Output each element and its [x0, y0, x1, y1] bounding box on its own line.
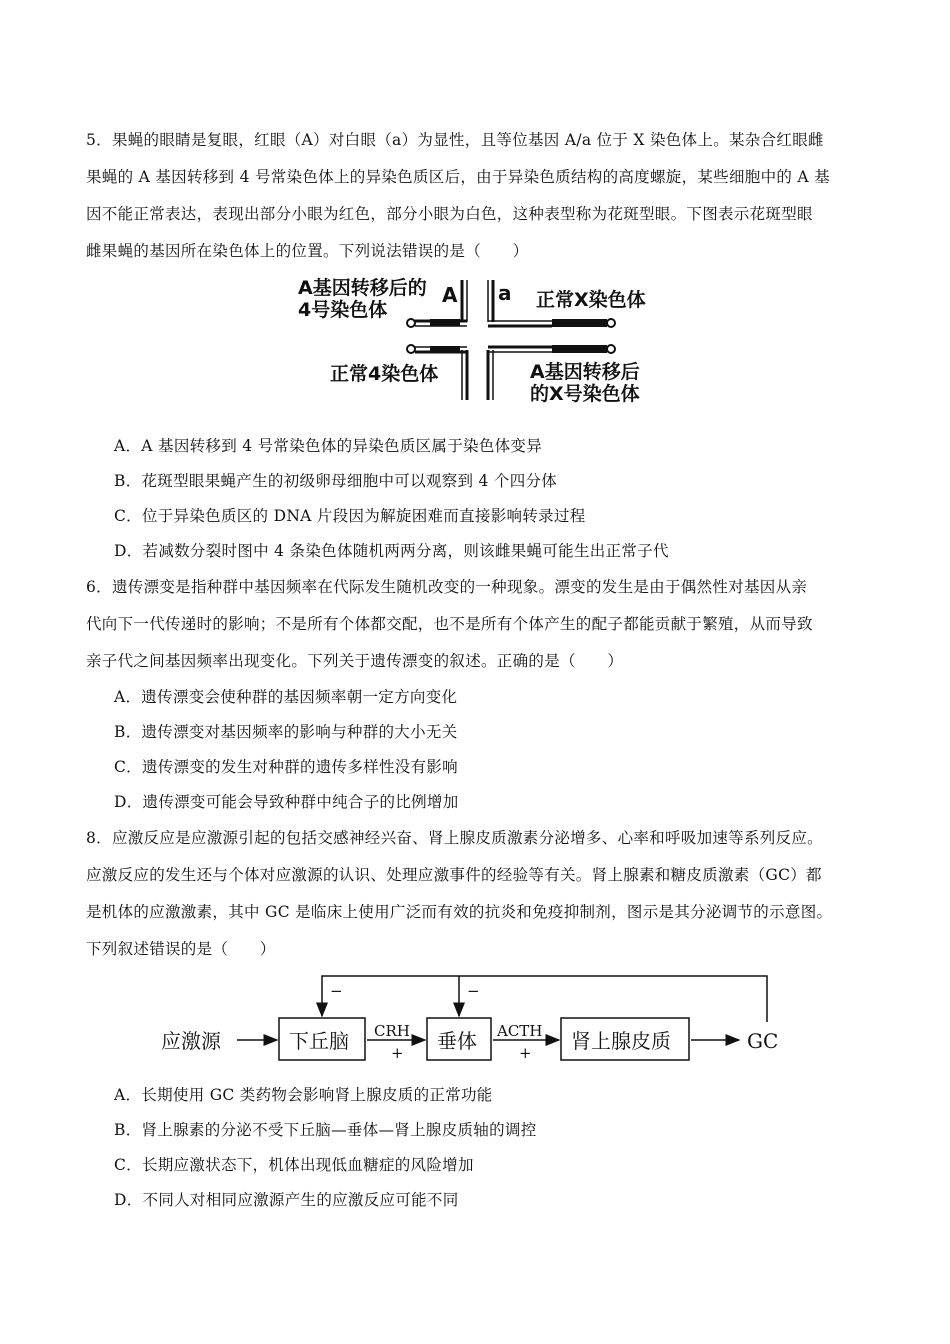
q8-stem-line: 8．应激反应是应激源引起的包括交感神经兴奋、肾上腺皮质激素分泌增多、心率和呼吸加速等系列反应。 — [86, 829, 823, 847]
q8-option-d[interactable]: D．不同人对相同应激源产生的应激反应可能不同 — [114, 1191, 459, 1209]
q8-stem-line: 下列叙述错误的是（ ） — [86, 940, 276, 958]
gene-A-label: A — [442, 283, 458, 307]
hypothalamus-label: 下丘脑 — [289, 1029, 349, 1053]
crh-label: CRH — [374, 1022, 410, 1040]
gc-label: GC — [747, 1029, 779, 1053]
crh-plus: + — [391, 1044, 404, 1062]
centromere-dot — [407, 345, 415, 353]
chromosome-figure — [290, 272, 670, 412]
stress-source-label: 应激源 — [161, 1029, 221, 1053]
label-chr4-with-A-line1: A基因转移后的 — [298, 277, 427, 299]
q6-option-a[interactable]: A．遗传漂变会使种群的基因频率朝一定方向变化 — [114, 688, 458, 706]
q5-option-d[interactable]: D．若减数分裂时图中 4 条染色体随机两两分离，则该雌果蝇可能生出正常子代 — [114, 542, 669, 560]
label-X-without-A-line1: A基因转移后 — [530, 361, 640, 383]
q5-option-c[interactable]: C．位于异染色质区的 DNA 片段因为解旋困难而直接影响转录过程 — [114, 507, 586, 525]
q5-stem-line: 因不能正常表达，表现出部分小眼为红色，部分小眼为白色，这种表型称为花斑型眼。下图表示花斑型眼 — [86, 205, 813, 223]
q8-option-c[interactable]: C．长期应激状态下，机体出现低血糖症的风险增加 — [114, 1156, 474, 1174]
centromere-dot — [407, 319, 415, 327]
q6-stem-line: 亲子代之间基因频率出现变化。下列关于遗传漂变的叙述。正确的是（ ） — [86, 652, 624, 670]
q5-stem-line: 5．果蝇的眼睛是复眼，红眼（A）对白眼（a）为显性，且等位基因 A/a 位于 X 染色体上。某杂合红眼雌 — [86, 131, 824, 149]
centromere-dot — [607, 319, 615, 327]
q6-stem-line: 代向下一代传递时的影响；不是所有个体都交配，也不是所有个体产生的配子都能贡献于繁殖，从而导致 — [86, 615, 813, 633]
label-chr4-with-A-line2: 4号染色体 — [298, 299, 388, 321]
acth-label: ACTH — [497, 1022, 543, 1040]
q6-option-b[interactable]: B．遗传漂变对基因频率的影响与种群的大小无关 — [114, 723, 458, 741]
acth-plus: + — [519, 1044, 532, 1062]
q8-option-a[interactable]: A．长期使用 GC 类药物会影响肾上腺皮质的正常功能 — [114, 1086, 493, 1104]
gene-a-label: a — [498, 281, 512, 305]
q6-stem-line: 6．遗传漂变是指种群中基因频率在代际发生随机改变的一种现象。漂变的发生是由于偶然性对基因从亲 — [86, 578, 808, 596]
q5-option-a[interactable]: A．A 基因转移到 4 号常染色体的异染色质区属于染色体变异 — [114, 437, 543, 455]
label-X-without-A-line2: 的X号染色体 — [530, 383, 640, 405]
label-normal-X: 正常X染色体 — [536, 289, 646, 311]
q5-stem-line: 雌果蝇的基因所在染色体上的位置。下列说法错误的是（ ） — [86, 242, 529, 260]
q6-option-c[interactable]: C．遗传漂变的发生对种群的遗传多样性没有影响 — [114, 758, 458, 776]
feedback-minus-hypothalamus: − — [330, 982, 343, 1000]
q6-option-d[interactable]: D．遗传漂变可能会导致种群中纯合子的比例增加 — [114, 793, 459, 811]
q8-option-b[interactable]: B．肾上腺素的分泌不受下丘脑—垂体—肾上腺皮质轴的调控 — [114, 1121, 537, 1139]
q8-stem-line: 应激反应的发生还与个体对应激源的认识、处理应激事件的经验等有关。肾上腺素和糖皮质激素（GC）都 — [86, 866, 822, 884]
feedback-minus-pituitary: − — [467, 982, 480, 1000]
centromere-dot — [607, 345, 615, 353]
hormone-axis-diagram — [155, 970, 795, 1070]
pituitary-label: 垂体 — [437, 1029, 477, 1053]
adrenal-cortex-label: 肾上腺皮质 — [571, 1029, 671, 1053]
q5-option-b[interactable]: B．花斑型眼果蝇产生的初级卵母细胞中可以观察到 4 个四分体 — [114, 472, 558, 490]
q8-stem-line: 是机体的应激激素，其中 GC 是临床上使用广泛而有效的抗炎和免疫抑制剂，图示是其分泌调节的示意图。 — [86, 903, 833, 921]
label-normal-chr4: 正常4染色体 — [330, 363, 439, 385]
q5-stem-line: 果蝇的 A 基因转移到 4 号常染色体上的异染色质区后，由于异染色质结构的高度螺旋，某些细胞中的 A 基 — [86, 168, 830, 186]
